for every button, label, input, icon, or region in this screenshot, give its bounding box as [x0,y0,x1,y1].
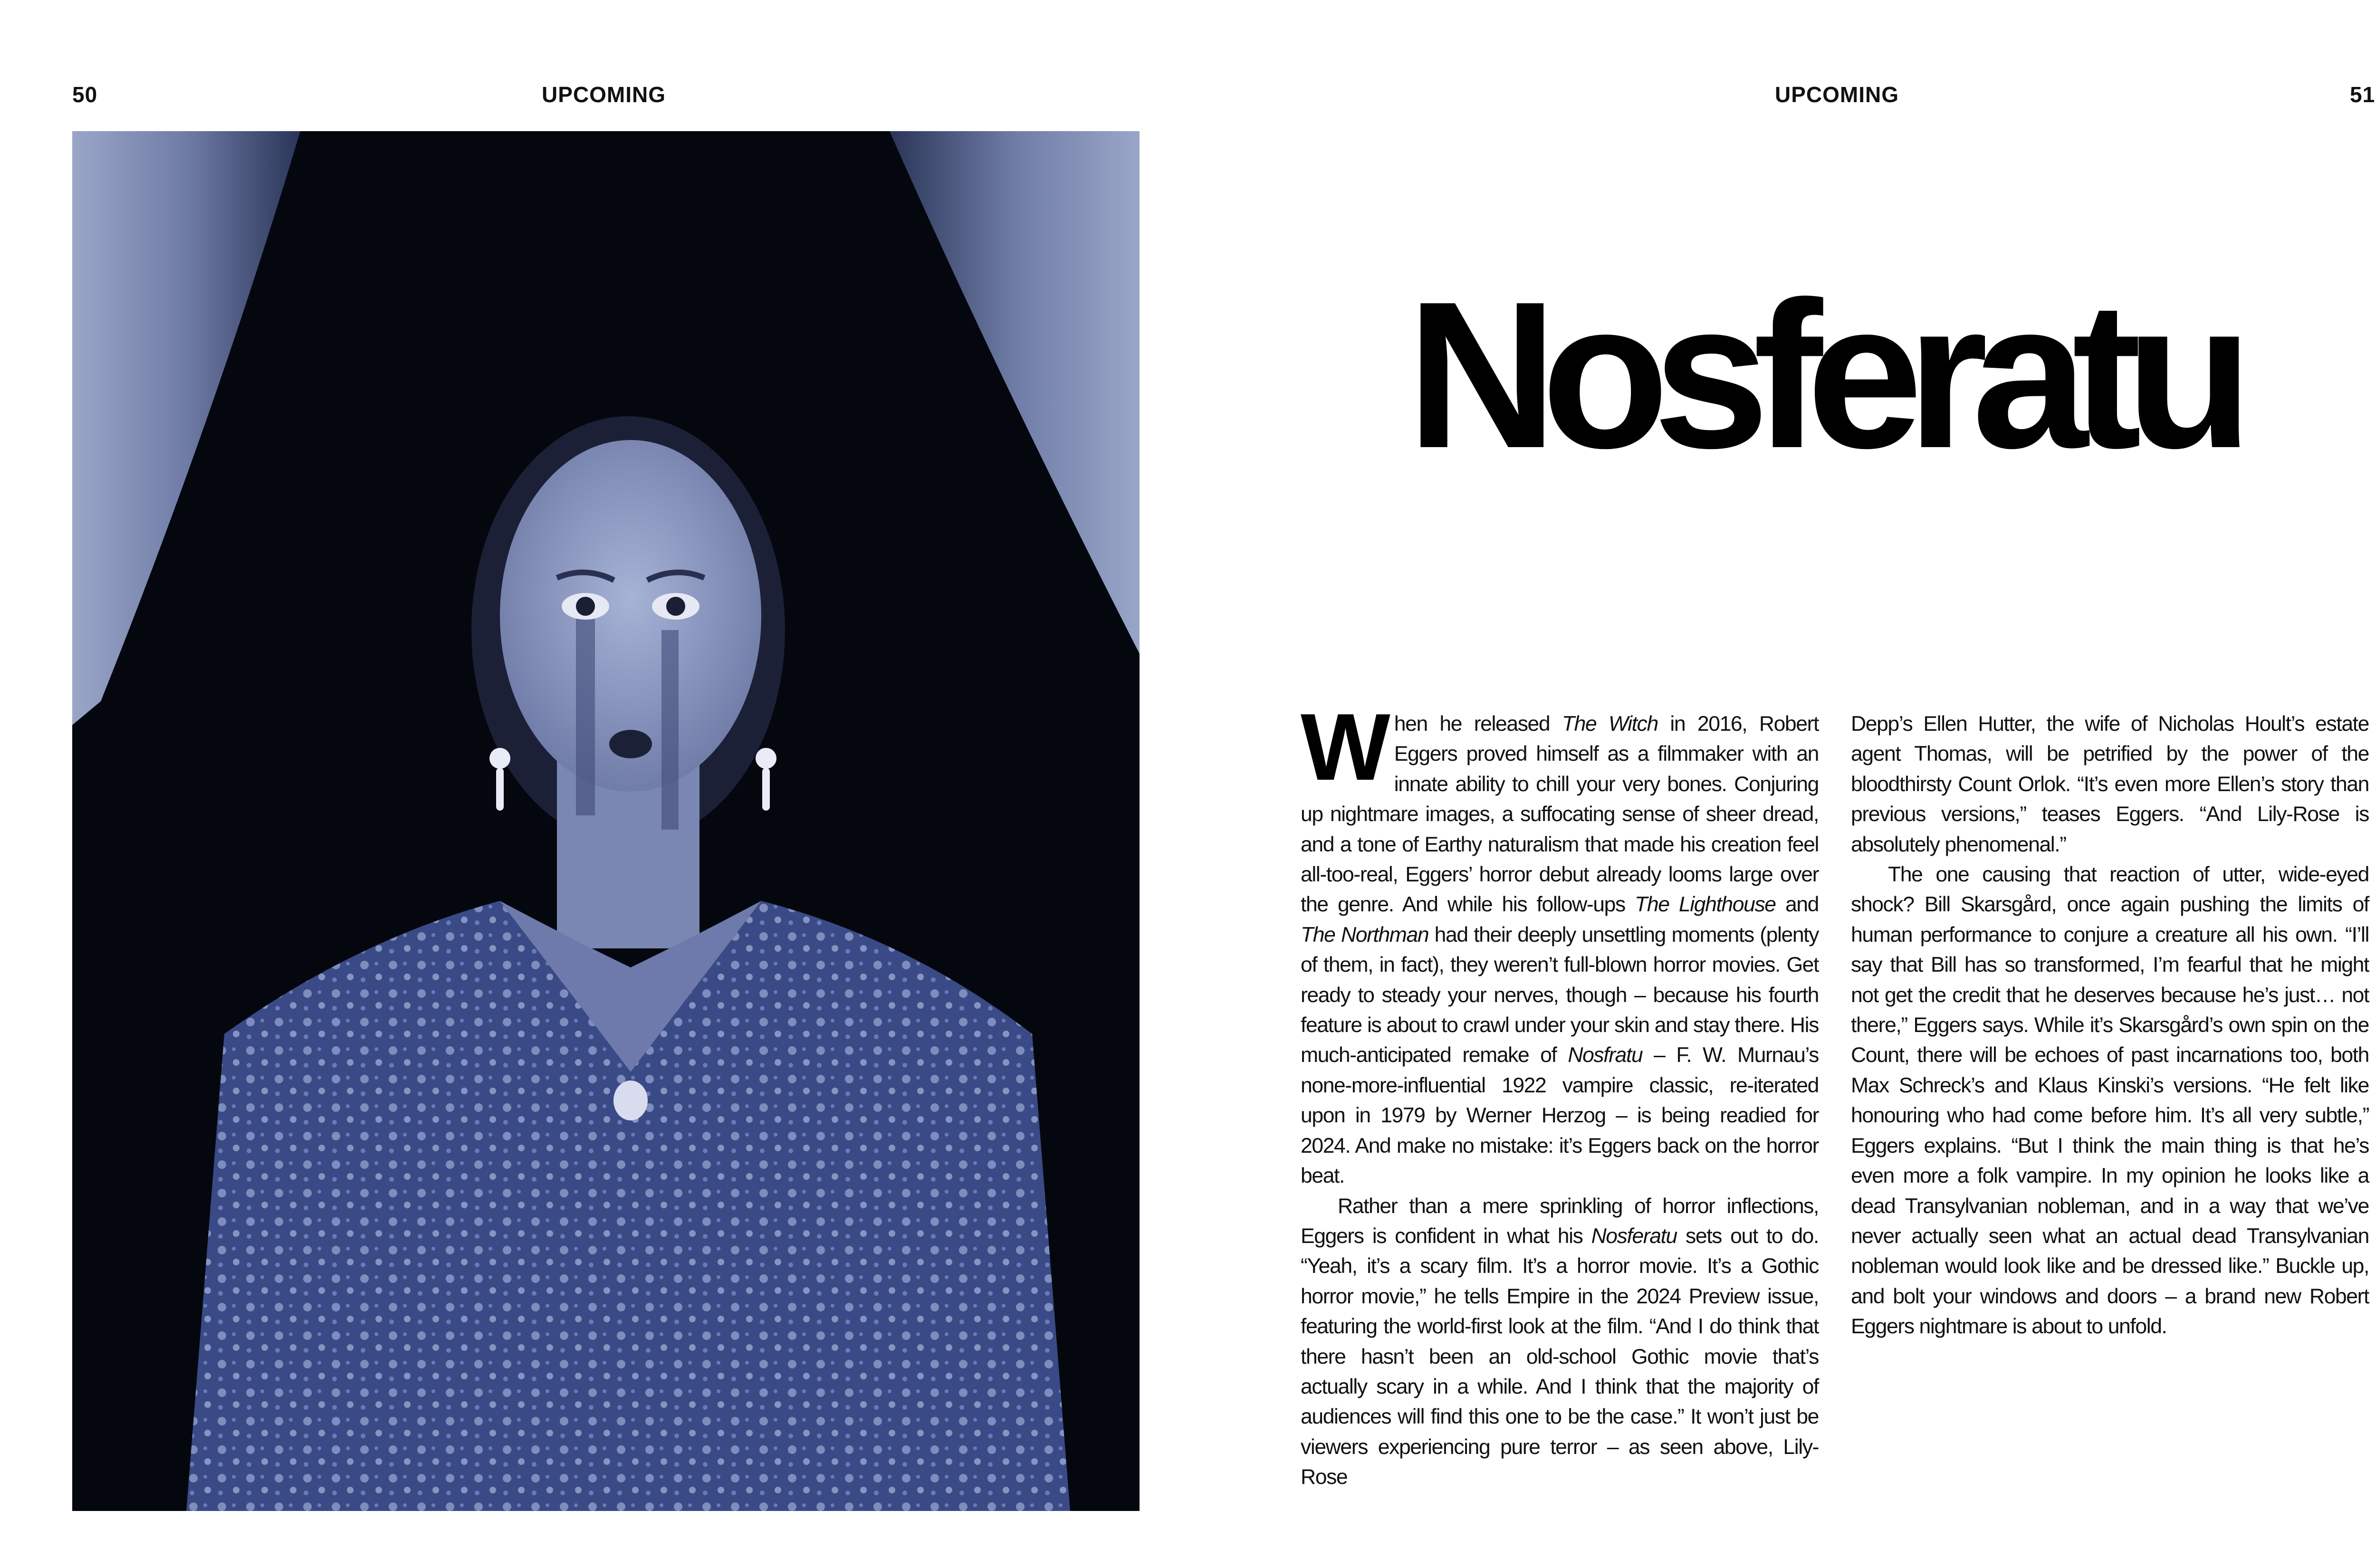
paragraph-4: The one causing that reaction of utter, wide-eyed shock? Bill Skarsgård, once again pushing the limits of human performance to conjure a creature all his own. “I’ll say that Bill has so transformed, I’m fearful that he might not get the credit that he deserves because he’s just… not there,” Eggers says. While it’s Skarsgård’s own spin on the Count, there will be echoes of past incarnations too, both Max Schreck’s and Klaus Kinski’s versions. “He felt like honouring who had come before him. It’s all very subtle,” Eggers explains. “But I think the main thing is that he’s even more a folk vampire. In my opinion he looks like a dead Transylvanian nobleman, and in a way that we’ve never actually seen what an actual dead Transylvanian nobleman would look like and be dressed like.” Buckle up, and bolt your windows and doors – a brand new Robert Eggers nightmare is about to unfold. [1851,863,2369,1339]
text-run: and [1775,893,1819,917]
film-title: Nosfratu [1568,1043,1643,1067]
film-title: The Lighthouse [1635,893,1776,917]
text-run: hen he released [1394,712,1562,736]
portrait-photo [72,131,1140,1511]
article-title: Nosferatu [1407,258,2237,492]
text-run: Rather than a mere sprinkling of horror inflections, Eggers is confident in what his [1301,1194,1819,1248]
text-run: had their deeply unsettling moments (plenty of them, in fact), they weren’t full-blown horror movies. Get ready to steady your nerves, though – because his fourth feature is about to crawl under your skin and stay there. His much-anticipated remake of [1301,923,1819,1067]
article-column-1 [1301,694,1819,1492]
right-section-label: UPCOMING [1775,82,1899,107]
film-title: Nosferatu [1591,1224,1677,1248]
drop-cap: W [1301,694,1388,800]
text-run: – F. W. Murnau’s none-more-influential 1922 vampire classic, re-iterated upon in 1979 by Werner Herzog – is being readied for 2024. And make no mistake: it’s Eggers back on the horror beat. [1301,1043,1819,1188]
right-page-number: 51 [2350,82,2376,107]
paragraph-1 [1301,694,1819,1191]
text-run: in 2016, Robert Eggers proved himself as a filmmaker with an innate ability to chill your very bones. Conjuring up nightmare images, a suffocating sense of sheer dread, and a tone of Earthy naturalism that made his creation feel all-too-real, Eggers’ horror debut already looms large over the genre. And while his follow-ups [1301,712,1819,917]
paragraph-3: Depp’s Ellen Hutter, the wife of Nicholas Hoult’s estate agent Thomas, will be petrified by the power of the bloodthirsty Count Orlok. “It’s even more Ellen’s story than previous versions,” teases Eggers. “And Lily-Rose is absolutely phenomenal.” [1851,712,2369,856]
article-column-2 [1851,709,2369,1342]
portrait-photo-icon [72,131,1140,1511]
film-title: The Northman [1301,923,1429,947]
left-page-number: 50 [72,82,98,107]
paragraph-2 [1301,1191,1819,1492]
left-section-label: UPCOMING [542,82,666,107]
film-title: The Witch [1562,712,1658,736]
text-run: sets out to do. “Yeah, it’s a scary film. It’s a horror movie. It’s a Gothic horror movie,” he tells Empire in the 2024 Preview issue, featuring the world-first look at the film. “And I do think that there hasn’t been an old-school Gothic movie that’s actually scary in a while. And I think that the majority of audiences will find this one to be the case.” It won’t just be viewers experiencing pure terror – as seen above, Lily-Rose [1301,1224,1819,1489]
